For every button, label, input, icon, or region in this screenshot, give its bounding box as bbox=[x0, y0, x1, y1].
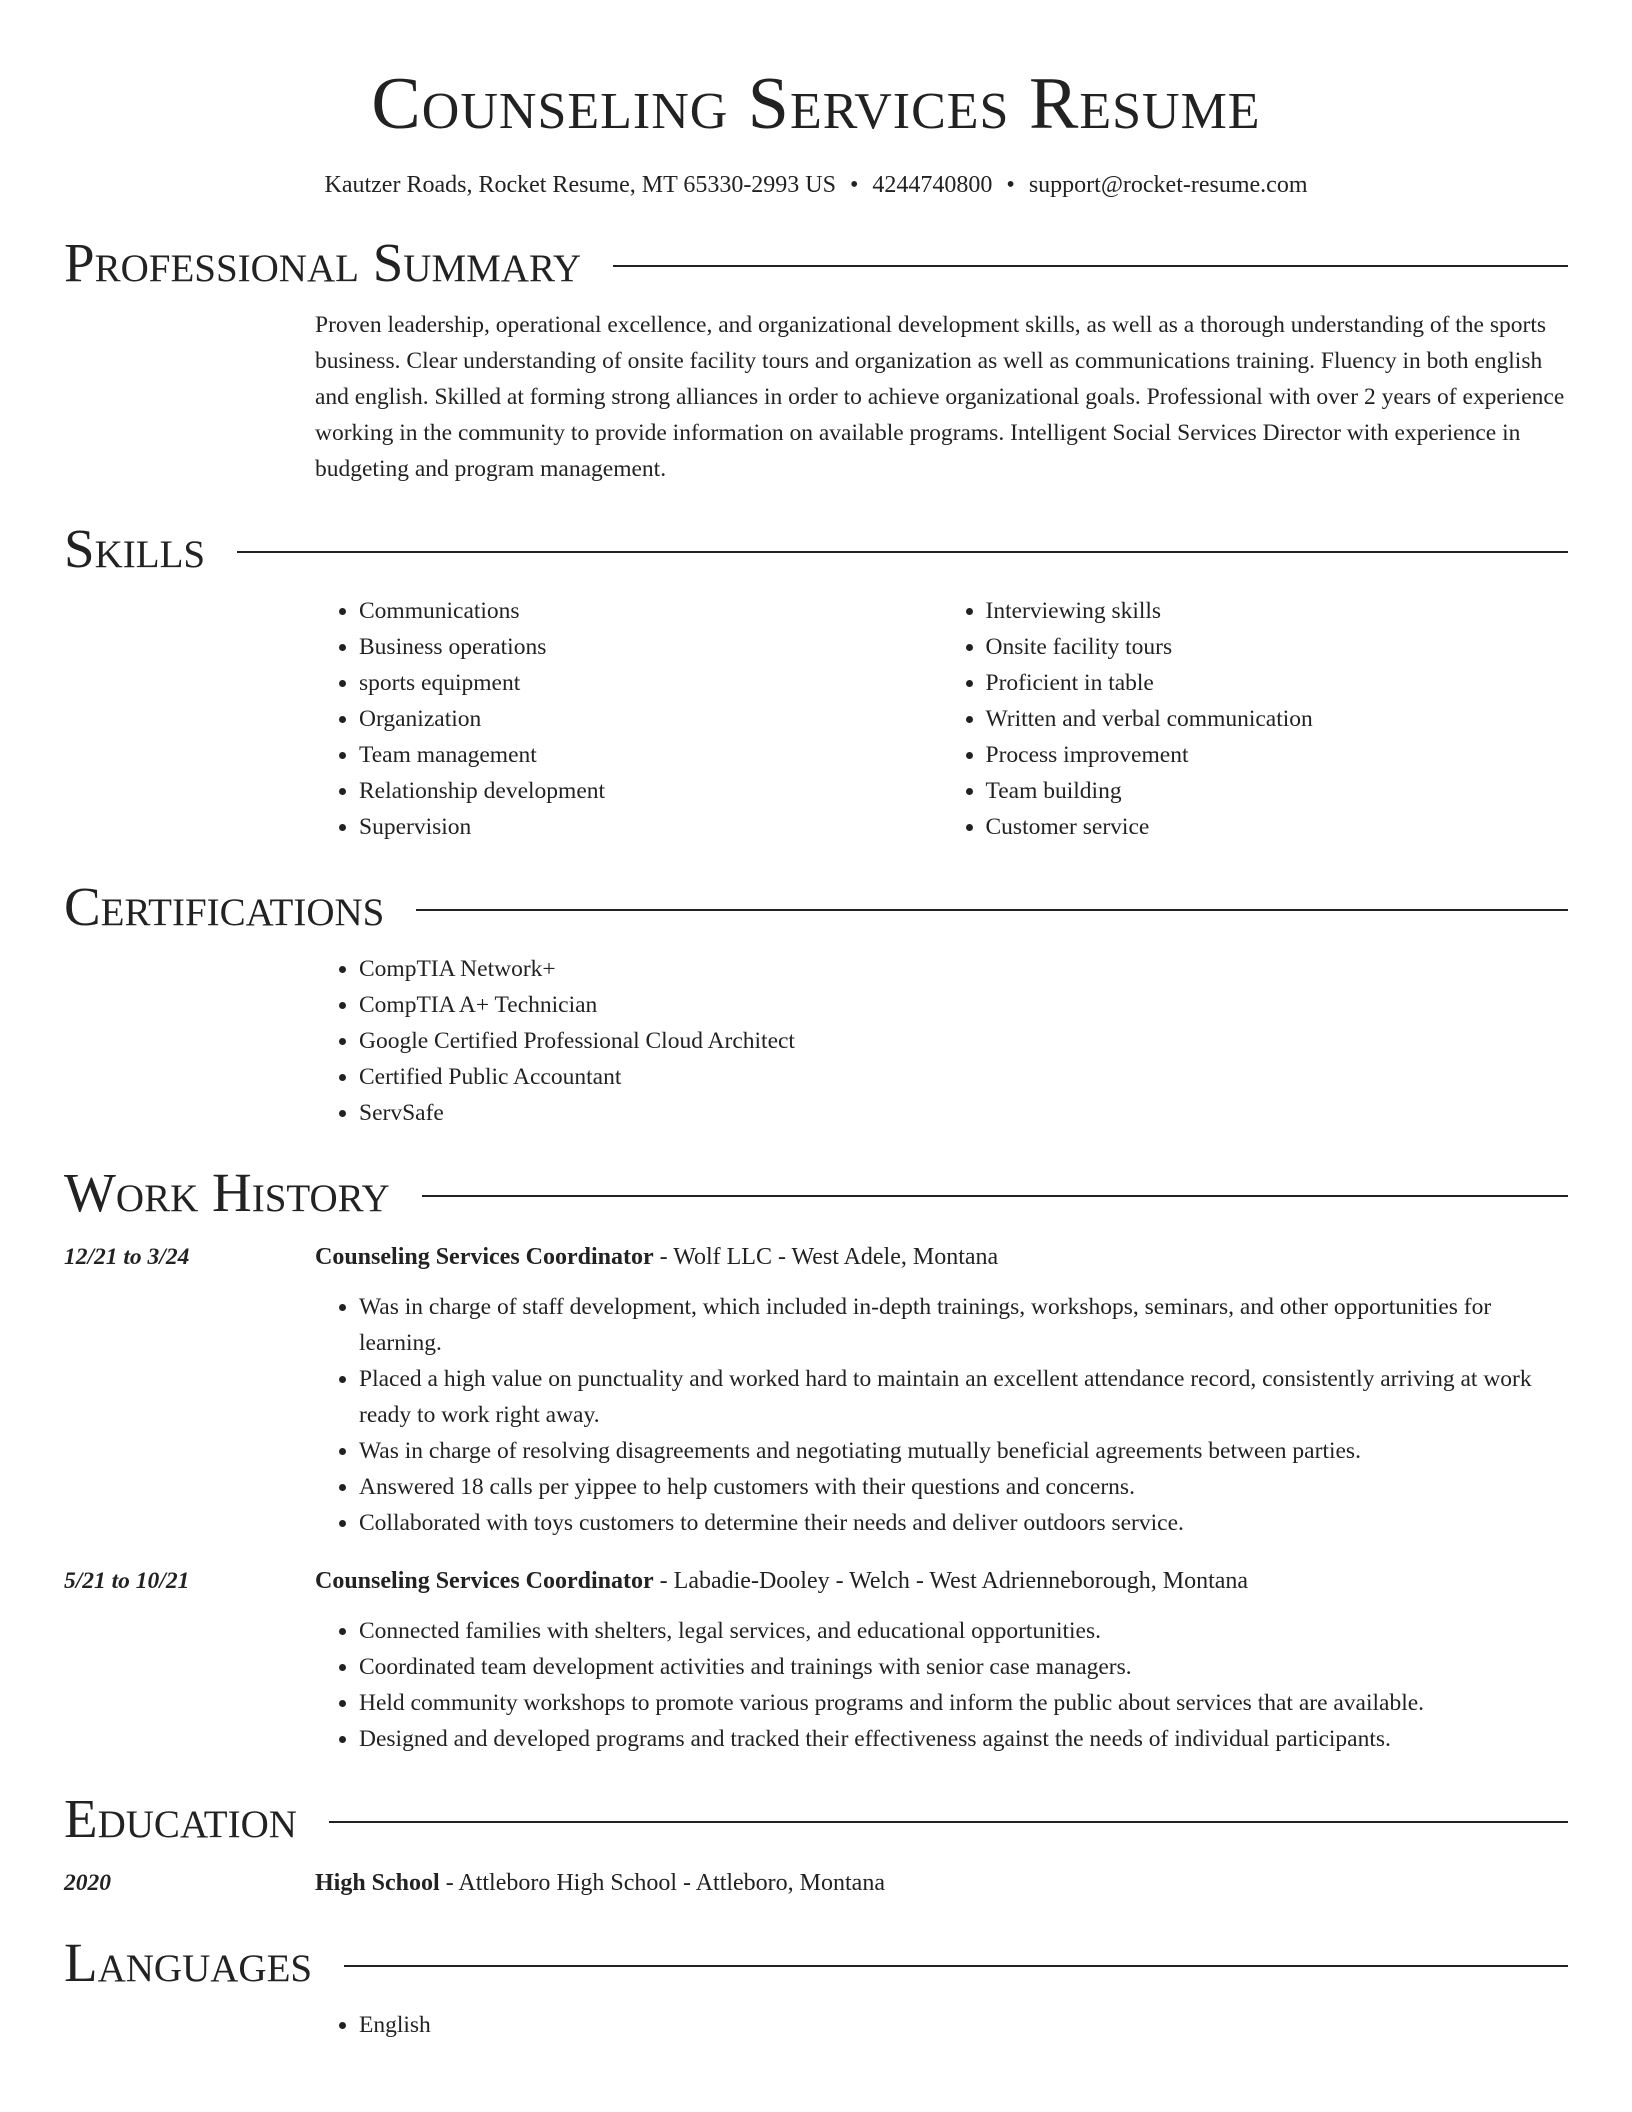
certification-item: • CompTIA Network+ bbox=[359, 951, 1568, 987]
work-entry bbox=[64, 1239, 1568, 1541]
job-employer: - Wolf LLC - West Adele, Montana bbox=[653, 1244, 999, 1270]
work-title-line bbox=[315, 1563, 1248, 1599]
languages-heading: Languages bbox=[64, 1932, 313, 1993]
work-bullet: • Was in charge of staff development, which included in-depth trainings, workshops, seminars, and other opportunities for learning. bbox=[359, 1289, 1568, 1361]
certifications-heading: Certifications bbox=[64, 876, 385, 937]
job-title: Counseling Services Coordinator bbox=[315, 1244, 654, 1270]
skills-list-right bbox=[942, 593, 1569, 845]
education-school: - Attleboro High School - Attleboro, Montana bbox=[439, 1870, 885, 1896]
work-bullet: • Was in charge of resolving disagreements and negotiating mutually beneficial agreements between parties. bbox=[359, 1433, 1568, 1469]
skill-item: • Interviewing skills bbox=[986, 593, 1569, 629]
contact-separator: • bbox=[850, 172, 859, 198]
job-employer: - Labadie-Dooley - Welch - West Adrienneborough, Montana bbox=[653, 1568, 1249, 1594]
work-bullets bbox=[315, 1289, 1568, 1541]
languages-list bbox=[315, 2007, 1568, 2043]
section-divider bbox=[329, 1821, 1568, 1823]
education-title-line bbox=[315, 1865, 885, 1901]
job-title: Counseling Services Coordinator bbox=[315, 1568, 654, 1594]
work-entry-header bbox=[64, 1239, 1568, 1275]
education-heading: Education bbox=[64, 1788, 297, 1849]
section-divider bbox=[422, 1195, 1568, 1197]
work-entry-header bbox=[64, 1563, 1568, 1599]
languages-body bbox=[315, 2007, 1568, 2043]
skills-list-left bbox=[315, 593, 942, 845]
contact-separator: • bbox=[1006, 172, 1015, 198]
skill-item: • Written and verbal communication bbox=[986, 701, 1569, 737]
work-bullet: • Placed a high value on punctuality and worked hard to maintain an excellent attendance record, consistently arriving at work ready to work right away. bbox=[359, 1361, 1568, 1433]
work-bullet: • Held community workshops to promote various programs and inform the public about services that are available. bbox=[359, 1685, 1568, 1721]
skill-item: • Communications bbox=[359, 593, 942, 629]
work-bullet: • Answered 18 calls per yippee to help customers with their questions and concerns. bbox=[359, 1469, 1568, 1505]
work-bullets bbox=[315, 1613, 1568, 1757]
certification-item: • CompTIA A+ Technician bbox=[359, 987, 1568, 1023]
languages-section-header bbox=[64, 1931, 1568, 1995]
education-section-header bbox=[64, 1787, 1568, 1851]
resume-title: Counseling Services Resume bbox=[371, 63, 1261, 145]
skills-section-header bbox=[64, 517, 1568, 581]
contact-email: support@rocket-resume.com bbox=[1028, 172, 1308, 198]
work-bullet: • Collaborated with toys customers to determine their needs and deliver outdoors service. bbox=[359, 1505, 1568, 1541]
work-bullet: • Designed and developed programs and tracked their effectiveness against the needs of individual participants. bbox=[359, 1721, 1568, 1757]
skill-item: • Process improvement bbox=[986, 737, 1569, 773]
language-item: • English bbox=[359, 2007, 1568, 2043]
work-entry bbox=[64, 1563, 1568, 1757]
skill-item: • Organization bbox=[359, 701, 942, 737]
summary-section-header bbox=[64, 231, 1568, 295]
skill-item: • Team building bbox=[986, 773, 1569, 809]
certification-item: • Certified Public Accountant bbox=[359, 1059, 1568, 1095]
section-divider bbox=[416, 909, 1568, 911]
work-bullet: • Connected families with shelters, legal services, and educational opportunities. bbox=[359, 1613, 1568, 1649]
education-degree: High School bbox=[315, 1870, 440, 1896]
skills-heading: Skills bbox=[64, 518, 206, 579]
skill-item: • sports equipment bbox=[359, 665, 942, 701]
contact-address: Kautzer Roads, Rocket Resume, MT 65330-2993 US bbox=[324, 172, 836, 198]
contact-line bbox=[64, 169, 1568, 201]
education-year: 2020 bbox=[64, 1870, 111, 1896]
summary-heading: Professional Summary bbox=[64, 232, 582, 293]
summary-text: Proven leadership, operational excellence, and organizational development skills, as well as a thorough understanding of the sports business. Clear understanding of onsite facility tours and organization as well as communications training. Fluency in both english and english. Skilled at forming strong alliances in order to achieve organizational goals. Professional with over 2 years of experience working in the community to provide information on available programs. Intelligent Social Services Director with experience in budgeting and program management. bbox=[315, 312, 1565, 482]
work-heading: Work History bbox=[64, 1162, 390, 1223]
work-dates: 12/21 to 3/24 bbox=[64, 1244, 190, 1270]
skill-item: • Supervision bbox=[359, 809, 942, 845]
section-divider bbox=[344, 1965, 1568, 1967]
skill-item: • Business operations bbox=[359, 629, 942, 665]
contact-phone: 4244740800 bbox=[872, 172, 993, 198]
section-divider bbox=[613, 265, 1568, 267]
work-bullet: • Coordinated team development activities and trainings with senior case managers. bbox=[359, 1649, 1568, 1685]
certification-item: • ServSafe bbox=[359, 1095, 1568, 1131]
skills-body bbox=[315, 593, 1568, 845]
skill-item: • Relationship development bbox=[359, 773, 942, 809]
education-entry bbox=[64, 1865, 1568, 1901]
skill-item: • Team management bbox=[359, 737, 942, 773]
certifications-body bbox=[315, 951, 1568, 1131]
section-divider bbox=[237, 551, 1568, 553]
skill-item: • Proficient in table bbox=[986, 665, 1569, 701]
work-section-header bbox=[64, 1161, 1568, 1225]
certification-item: • Google Certified Professional Cloud Architect bbox=[359, 1023, 1568, 1059]
skill-item: • Customer service bbox=[986, 809, 1569, 845]
work-title-line bbox=[315, 1239, 998, 1275]
certifications-section-header bbox=[64, 875, 1568, 939]
certifications-list bbox=[315, 951, 1568, 1131]
summary-body bbox=[315, 307, 1568, 487]
skill-item: • Onsite facility tours bbox=[986, 629, 1569, 665]
work-dates: 5/21 to 10/21 bbox=[64, 1568, 190, 1594]
